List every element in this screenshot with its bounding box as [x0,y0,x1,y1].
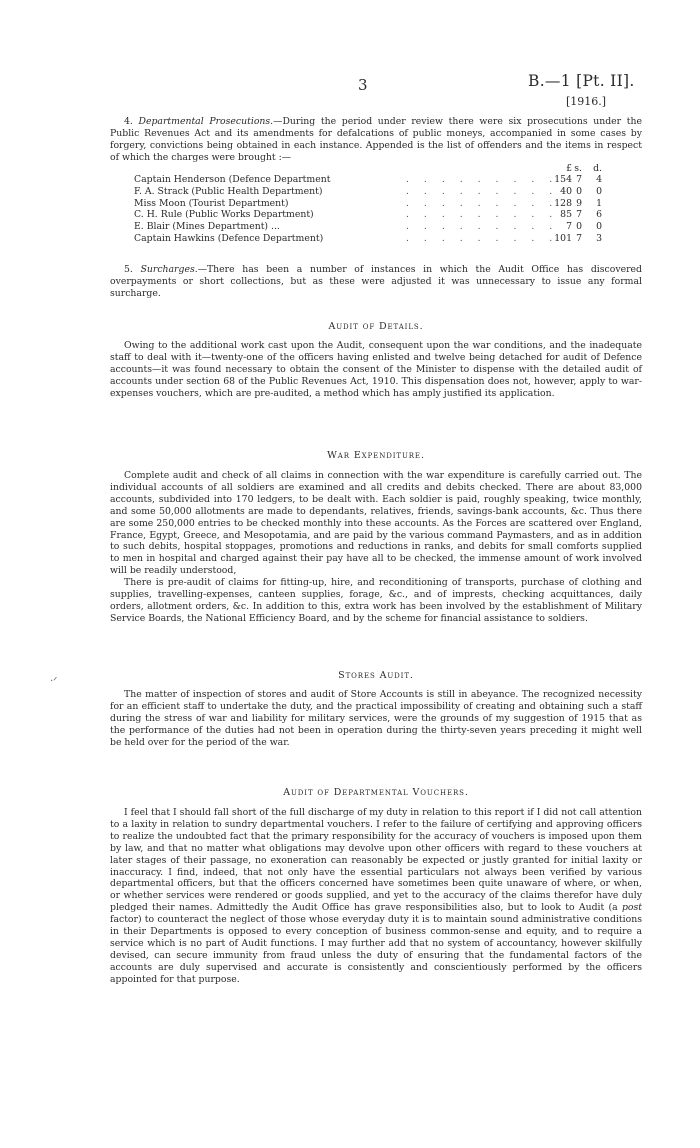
offender-name: Miss Moon (Tourist Department) [134,197,289,209]
heading-war-expenditure: War Expenditure. [327,450,425,461]
audit-of-details-section [110,340,642,400]
vouchers-text-part-2: factor) to counteract the neglect of those whose everyday duty it is to maintain sound administrative conditions in their Departments is opposed to every conception of business common-sense and equity, and to require a service which is no part of Audit functions. I may further add that no system of accountancy, however skilfully devised, can secure immunity from fraud unless the duty of ensuring that the fundamental factors of the accounts are duly supervised and accurate is consistently and conscientiously performed by the officers appointed for that purpose. [110,914,642,985]
offender-pence: 3 [596,232,602,244]
offender-pounds: 154 [554,174,572,185]
stores-audit-section [110,689,642,749]
war-expenditure-paragraph-1: Complete audit and check of all claims in connection with the war expenditure is carefully carried out. The individual accounts of all soldiers are examined and all credits and debits checked. There are about 83,000 accounts, subdivided into 170 ledgers, to be dealt with. Each soldier is paid, roughly speaking, twice monthly, and some 50,000 allotments are made to dependants, relatives, friends, savings-bank accounts, &c. Thus there are some 250,000 entries to be checked monthly into these accounts. As the Forces are scattered over England, France, Egypt, Greece, and Mesopotamia, and are paid by the various command Paymasters, and as in addition to such debits, hospital stoppages, promotions and reductions in ranks, and debits for small comforts supplied to men in hospital and charged against their pay have all to be checked, the immense amount of work involved will be readily understood, [110,470,642,577]
war-expenditure-section [110,470,642,625]
offender-shillings: 0 [576,221,582,233]
offender-name: C. H. Rule (Public Works Department) [134,209,314,221]
section-5-text: —There has been a number of instances in which the Audit Office has discovered overpayments or short collections, but as these were adjusted it was unnecessary to issue any formal surcharge. [110,264,642,299]
offenders-column-headers [134,163,640,174]
offender-pence: 0 [596,221,602,233]
heading-stores-audit: Stores Audit. [338,670,414,681]
margin-mark-icon: ·ᐟ [50,676,58,687]
offender-pounds: 7 [566,221,572,233]
offender-pence: 0 [596,185,602,197]
section-4-title: Departmental Prosecutions. [138,116,274,127]
section-4-text: —During the period under review there were six prosecutions under the Public Revenues Act and its amendments for defalcations of public moneys, accompanied in some cases by forgery, convictions being obtained in each instance. Appended is the list of offenders and the items in respect of which the charges were brought :— [110,116,642,163]
column-pence: d. [593,163,602,174]
section-5-paragraph [110,264,642,300]
offender-shillings: 7 [576,232,582,244]
leader-dots: . . . . . . . . . [406,197,559,209]
column-shillings: s. [574,163,582,174]
offender-shillings: 9 [576,197,582,209]
section-5-title: Surcharges. [140,264,198,275]
leader-dots: . . . . . . . . . [406,221,559,233]
section-4-intro [110,116,642,164]
offender-name: Captain Hawkins (Defence Department) [134,232,324,244]
page-number: 3 [358,76,368,94]
offender-row [134,186,640,198]
offender-row [134,221,640,233]
vouchers-text-part-1: I feel that I should fall short of the full discharge of my duty in relation to this report if I did not call attention to a laxity in relation to sundry departmental vouchers. I refer to the failure of certifying and approving officers to realize the undoubted fact that the primary responsibility for the accuracy of vouchers is imposed upon them by law, and that no matter what obligations may devolve upon other officers with regard to these vouchers at later stages of their passage, no exoneration can reasonably be expected or justly granted for initial laxity or inaccuracy. I find, indeed, that not only have the essential particulars not always been verified by various departmental officers, but that the officers concerned have sometimes been quite unaware of where, or when, or whether services were rendered or goods supplied, and yet to the accuracy of the claims therefor have duly pledged their names. Admittedly the Audit Office has grave responsibilities also, but to look to Audit (a [110,807,642,914]
heading-departmental-vouchers: Audit of Departmental Vouchers. [283,787,469,798]
offender-name: F. A. Strack (Public Health Department) [134,185,323,197]
offender-row [134,209,640,221]
offender-pence: 1 [596,197,602,209]
document-reference: B.—1 [Pt. II]. [528,72,635,90]
section-4-paragraph [110,116,642,164]
offender-pounds: 128 [554,197,572,209]
offender-pounds: 85 [560,209,572,221]
offender-name: Captain Henderson (Defence Department [134,174,331,185]
vouchers-text-emphasis: post [621,902,642,914]
column-pounds: £ [566,163,572,174]
leader-dots: . . . . . . . . . [406,185,559,197]
offender-shillings: 7 [576,174,582,185]
departmental-vouchers-paragraph [110,807,642,986]
leader-dots: . . . . . . . . . [406,232,559,244]
section-5 [110,264,642,300]
offender-row [134,233,640,245]
offender-pounds: 101 [554,232,572,244]
offenders-list [134,163,640,245]
offender-name: E. Blair (Mines Department) ... [134,221,280,233]
offender-pence: 4 [596,174,602,185]
document-year: [1916.] [566,95,607,108]
offender-shillings: 0 [576,185,582,197]
section-5-number: 5. [124,264,141,275]
stores-audit-paragraph: The matter of inspection of stores and audit of Store Accounts is still in abeyance. The recognized necessity for an efficient staff to undertake the duty, and the practical impossibility of creating and obtaining such a staff during the stress of war and liability for military services, were the grounds of my suggestion of 1915 that as the performance of the duties had not been in operation during the thirty-seven years preceding it might well be held over for the period of the war. [110,689,642,748]
leader-dots: . . . . . . . . . [406,209,559,221]
departmental-vouchers-section [110,807,642,986]
audit-of-details-paragraph: Owing to the additional work cast upon the Audit, consequent upon the war conditions, and the inadequate staff to deal with it—twenty-one of the officers having enlisted and twelve being detached for audit of Defence accounts—it was found necessary to obtain the consent of the Minister to dispense with the detailed audit of accounts under section 68 of the Public Revenues Act, 1910. This dispensation does not, however, apply to war-expenses vouchers, which are pre-audited, a method which has amply justified its application. [110,340,642,399]
section-4-number: 4. [124,116,139,127]
war-expenditure-paragraph-2: There is pre-audit of claims for fitting-up, hire, and reconditioning of transports, purchase of clothing and supplies, travelling-expenses, canteen supplies, forage, &c., and of imprests, checking acquittances, daily orders, allotment orders, &c. In addition to this, extra work has been involved by the establishment of Military Service Boards, the National Efficiency Board, and by the scheme for financial assistance to soldiers. [110,577,642,624]
offender-row [134,174,640,186]
offender-row [134,198,640,210]
offender-pence: 6 [596,209,602,221]
offender-pounds: 40 [560,185,572,197]
heading-audit-of-details: Audit of Details. [328,321,424,332]
leader-dots: . . . . . . . . . [406,174,559,185]
offender-shillings: 7 [576,209,582,221]
